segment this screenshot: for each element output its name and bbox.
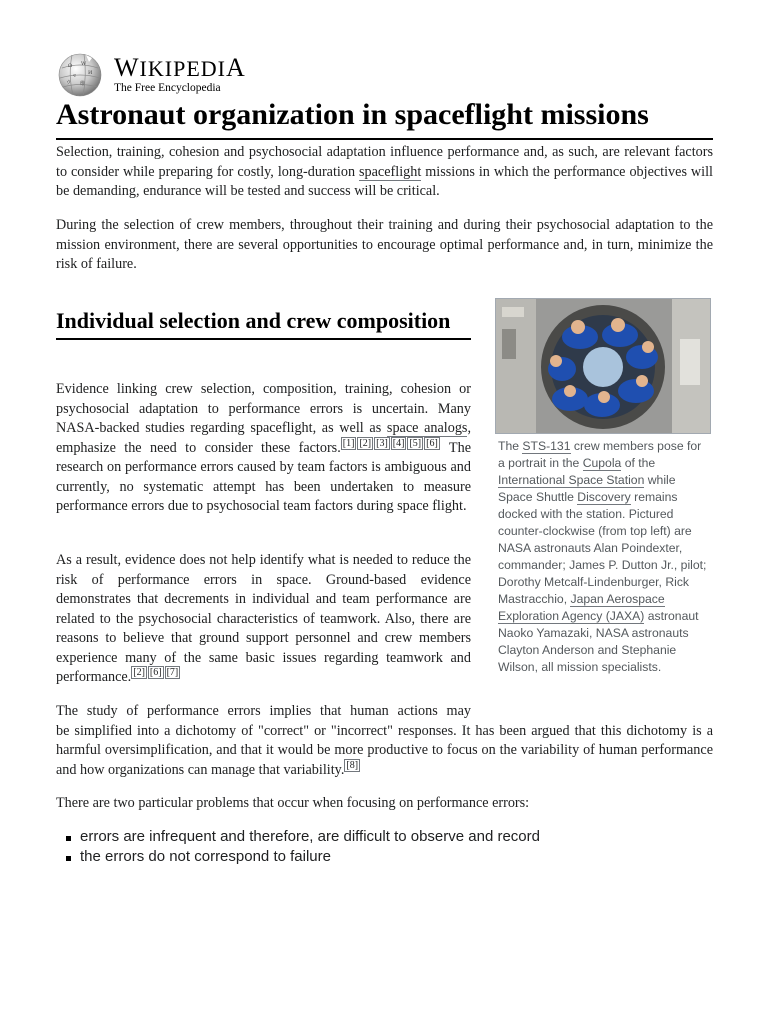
list-item: the errors do not correspond to failure (80, 847, 540, 867)
citation-link[interactable]: [2] (359, 437, 372, 449)
svg-text:ウ: ウ (66, 80, 72, 86)
citation-group (344, 760, 361, 771)
citation-link[interactable]: [6] (149, 667, 162, 679)
wordmark-w: W (114, 53, 140, 83)
thumbnail-figure (495, 298, 711, 676)
intro-paragraph-2: During the selection of crew members, throughout their training and during their psychosocial adaptation to the mission environment, there are several opportunities to encourage optimal performance and, in turn, minimize the risk of failure. (56, 217, 713, 272)
section-paragraph-3 (56, 702, 713, 780)
p1-text-after: missions in which the performance objectives will be demanding, endurance will be tested and success will be critical. (56, 163, 713, 199)
citation-link[interactable]: [3] (376, 437, 388, 449)
space-analogs-link[interactable]: space analogs (386, 420, 468, 436)
problems-list (56, 827, 540, 867)
caption-text: remains docked with the station. Pictured counter-clockwise (from top left) are NASA astronauts Alan Poindexter, commander; James P. Dutton Jr., pilot; Dorothy Metcalf-Lindenburger, Rick Mastracchio, (498, 490, 707, 606)
wordmark-title (114, 55, 246, 81)
intro-paragraph-1 (56, 143, 713, 202)
sts-131-link[interactable]: STS-131 (522, 439, 571, 453)
svg-text:W: W (81, 61, 87, 67)
spaceflight-link[interactable]: spaceflight (359, 163, 422, 180)
svg-text:Ω: Ω (68, 63, 73, 69)
p3-text-middle: , emphasize the need to consider these factors. (56, 420, 471, 456)
caption-text: astronaut Naoko Yamazaki, NASA astronauts Clayton Anderson and Stephanie Wilson, all mission specialists. (498, 609, 699, 674)
citation-link[interactable]: [4] (392, 437, 405, 449)
section-paragraph-2 (56, 551, 471, 688)
citation-link[interactable]: [1] (342, 437, 355, 449)
section-paragraph-4: There are two particular problems that occur when focusing on performance errors: (56, 795, 530, 811)
caption-text: crew members pose for a portrait in the (498, 439, 702, 470)
p3-text-before: Evidence linking crew selection, composition, training, cohesion or psychosocial adaptation to performance errors is uncertain. Many NASA-backed studies regarding spaceflight, as well as (56, 381, 471, 436)
wikipedia-wordmark (114, 55, 246, 95)
caption-text: The (498, 439, 523, 453)
cupola-link[interactable]: Cupola (582, 456, 622, 470)
p5-lead-line: The study of performance errors implies that human actions may (56, 703, 471, 719)
caption-text: of the (621, 456, 656, 470)
p1-text-before: Selection, training, cohesion and psychosocial adaptation influence performance and, as such, are relevant factors to consider while preparing for costly, long-duration (56, 144, 713, 180)
p4-text: As a result, evidence does not help identify what is needed to reduce the risk of performance errors in space. Ground-based evidence demonstrates that decrements in individual and team performance are related to the psychosocial characteristics of teamwork. Also, there are reasons to believe that ground support personnel and crew members experience many of the same basic issues regarding teamwork and performance. (56, 552, 471, 685)
citation-link[interactable]: [2] (133, 667, 145, 679)
p5-text: be simplified into a dichotomy of "correct" or "incorrect" responses. It has been argued that this dichotomy is a harmful oversimplification, and that it would be more productive to focus on the variability of human performance and how organizations can manage that variability. (56, 722, 713, 778)
section-paragraph-1 (56, 380, 471, 517)
figure-caption (498, 438, 708, 676)
citation-link[interactable]: [8] (346, 759, 359, 771)
citation-link[interactable]: [5] (409, 437, 422, 449)
jaxa-link[interactable]: Japan Aerospace Exploration Agency (JAXA) (498, 592, 665, 623)
section-heading: Individual selection and crew composition (56, 306, 471, 340)
citation-group (131, 667, 181, 678)
svg-text:ব: ব (73, 73, 76, 79)
wordmark-a: A (225, 53, 246, 83)
citation-link[interactable]: [7] (166, 667, 179, 679)
caption-text: while Space Shuttle (498, 473, 676, 504)
svg-text:И: И (88, 70, 93, 76)
svg-text:维: 维 (80, 81, 86, 87)
p3-text-after: The research on performance errors caused by team factors is ambiguous and currently, no systematic attempt has been undertaken to measure performance errors due to psychosocial team factors during space flight. (56, 439, 471, 514)
page-title: Astronaut organization in spaceflight missions (56, 92, 713, 140)
crew-photo[interactable] (495, 298, 711, 434)
international-space-station-link[interactable]: International Space Station (498, 473, 645, 487)
list-item: errors are infrequent and therefore, are difficult to observe and record (80, 828, 540, 845)
citation-group (341, 438, 441, 449)
discovery-link[interactable]: Discovery (577, 490, 631, 504)
citation-link[interactable]: [6] (426, 437, 438, 449)
wordmark-middle: IKIPEDI (139, 56, 226, 82)
wordmark-tagline: The Free Encyclopedia (114, 82, 221, 95)
